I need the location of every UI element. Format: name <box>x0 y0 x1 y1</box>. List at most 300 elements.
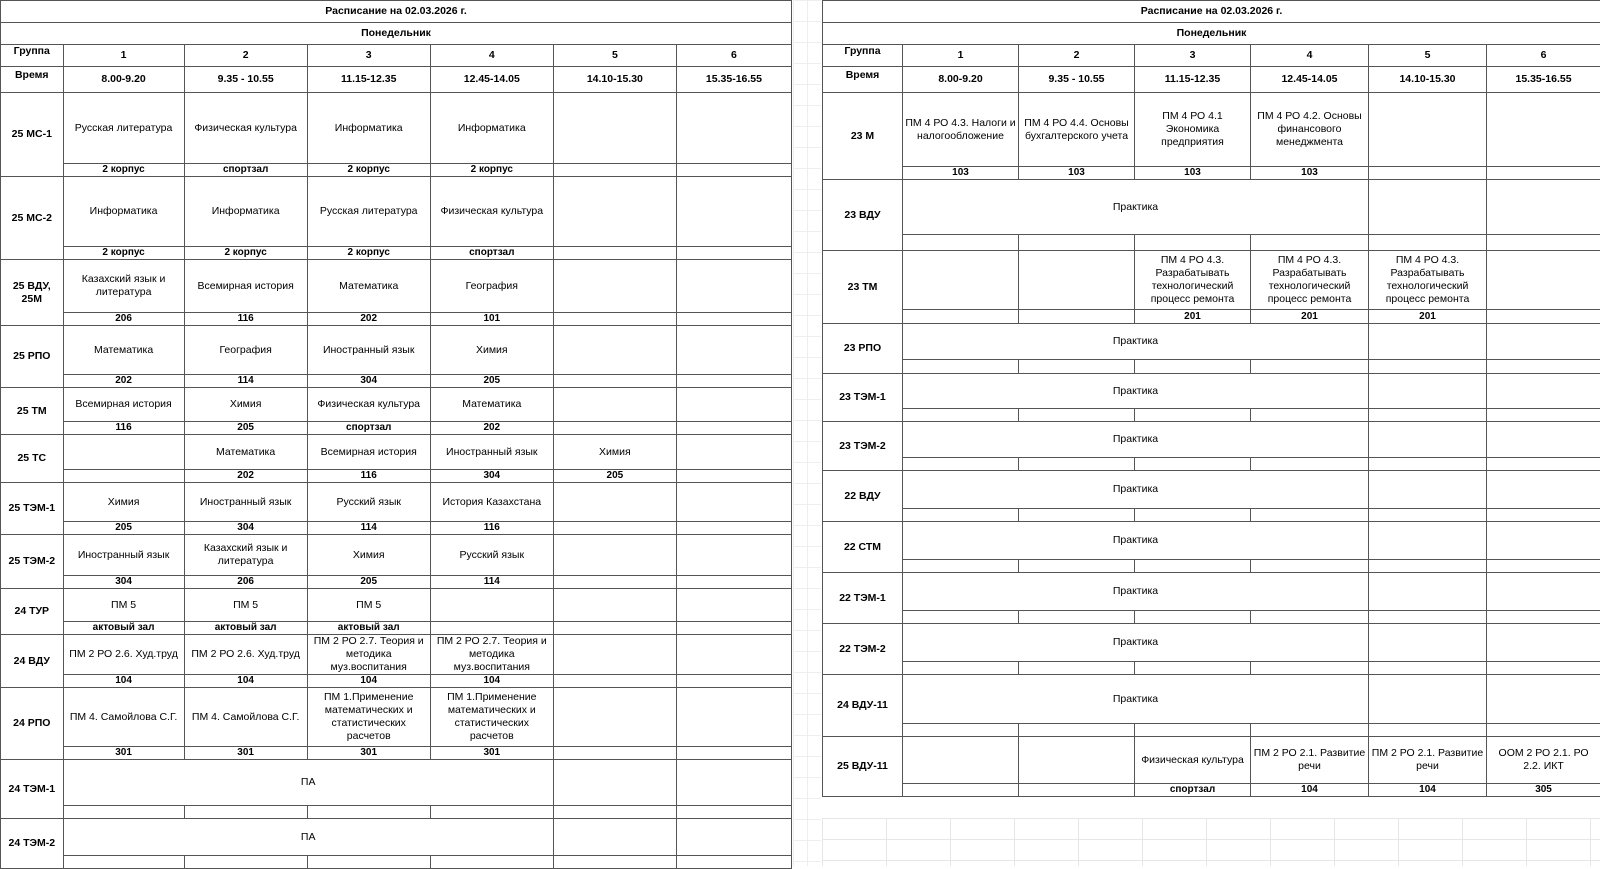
room-cell <box>676 522 791 535</box>
room-cell <box>1487 360 1600 374</box>
lesson-cell: Всемирная история <box>184 260 307 313</box>
lesson-cell: ПМ 2 РО 2.1. Развитие речи <box>1251 737 1369 784</box>
room-cell: 301 <box>63 747 184 760</box>
period-time: 8.00-9.20 <box>63 67 184 93</box>
lesson-cell: ПМ 4 РО 4.4. Основы бухгалтерского учета <box>1019 93 1135 167</box>
lesson-cell: Химия <box>307 535 430 576</box>
room-cell <box>676 422 791 435</box>
group-name: 22 ТЭМ-2 <box>823 624 903 675</box>
lesson-cell <box>676 388 791 422</box>
lesson-cell <box>553 760 676 806</box>
group-name: 24 ВДУ-11 <box>823 675 903 737</box>
period-number: 4 <box>1251 45 1369 67</box>
lesson-cell: Информатика <box>184 177 307 247</box>
group-name: 23 М <box>823 93 903 180</box>
group-name: 22 СТМ <box>823 522 903 573</box>
room-cell: 116 <box>430 522 553 535</box>
lesson-cell: Математика <box>63 326 184 375</box>
room-cell: 304 <box>184 522 307 535</box>
lesson-cell <box>903 737 1019 784</box>
schedule-panel-left <box>0 0 792 869</box>
lesson-cell: Математика <box>307 260 430 313</box>
lesson-cell: Казахский язык и литература <box>63 260 184 313</box>
lesson-cell <box>1487 324 1600 360</box>
room-cell: 2 корпус <box>430 164 553 177</box>
lesson-cell: Иностранный язык <box>430 435 553 470</box>
lesson-cell: География <box>184 326 307 375</box>
schedule-panel-right <box>822 0 1600 797</box>
time-header-label: Время <box>825 69 900 82</box>
lesson-cell: Математика <box>184 435 307 470</box>
schedule-title: Расписание на 02.03.2026 г. <box>1 1 792 23</box>
room-cell <box>1369 560 1487 573</box>
lesson-cell: Казахский язык и литература <box>184 535 307 576</box>
room-cell: 2 корпус <box>63 247 184 260</box>
lesson-cell <box>1369 573 1487 611</box>
lesson-cell <box>1369 93 1487 167</box>
lesson-cell <box>676 435 791 470</box>
lesson-cell: Химия <box>184 388 307 422</box>
room-cell <box>307 806 430 819</box>
period-time: 11.15-12.35 <box>307 67 430 93</box>
group-name: 24 РПО <box>1 688 64 760</box>
room-cell: 103 <box>1251 167 1369 180</box>
lesson-cell: Информатика <box>307 93 430 164</box>
room-cell <box>553 856 676 869</box>
lesson-cell <box>676 326 791 375</box>
period-number: 5 <box>553 45 676 67</box>
lesson-cell <box>1369 471 1487 509</box>
period-time: 14.10-15.30 <box>553 67 676 93</box>
room-cell <box>430 806 553 819</box>
lesson-cell: ПМ 5 <box>184 589 307 622</box>
room-cell: 103 <box>1135 167 1251 180</box>
room-cell: спортзал <box>307 422 430 435</box>
period-time: 8.00-9.20 <box>903 67 1019 93</box>
room-cell <box>903 310 1019 324</box>
group-header-label: Группа <box>3 45 61 58</box>
lesson-cell: ПМ 4. Самойлова С.Г. <box>184 688 307 747</box>
room-cell <box>1369 235 1487 251</box>
room-cell <box>1487 167 1600 180</box>
room-cell: 201 <box>1251 310 1369 324</box>
room-cell <box>1019 458 1135 471</box>
room-cell: 205 <box>553 470 676 483</box>
group-name: 23 ВДУ <box>823 180 903 251</box>
group-name: 25 ТЭМ-1 <box>1 483 64 535</box>
room-cell <box>676 856 791 869</box>
room-cell <box>1135 662 1251 675</box>
room-cell <box>553 375 676 388</box>
room-cell: 116 <box>184 313 307 326</box>
period-number: 6 <box>1487 45 1600 67</box>
period-time: 15.35-16.55 <box>676 67 791 93</box>
merged-activity: Практика <box>903 675 1369 724</box>
group-name: 25 ТС <box>1 435 64 483</box>
room-cell: 202 <box>63 375 184 388</box>
room-cell: 201 <box>1369 310 1487 324</box>
merged-activity: Практика <box>903 180 1369 235</box>
merged-activity: Практика <box>903 324 1369 360</box>
room-cell <box>1019 662 1135 675</box>
lesson-cell <box>676 177 791 247</box>
room-cell <box>553 576 676 589</box>
room-cell: 116 <box>307 470 430 483</box>
lesson-cell <box>1487 624 1600 662</box>
lesson-cell <box>1487 422 1600 458</box>
room-cell <box>1251 560 1369 573</box>
lesson-cell <box>553 535 676 576</box>
lesson-cell <box>553 483 676 522</box>
merged-activity: Практика <box>903 624 1369 662</box>
room-cell <box>63 806 184 819</box>
lesson-cell: Информатика <box>63 177 184 247</box>
room-cell: 202 <box>184 470 307 483</box>
room-cell <box>184 806 307 819</box>
lesson-cell <box>903 251 1019 310</box>
room-cell <box>903 409 1019 422</box>
room-cell <box>1369 611 1487 624</box>
room-cell <box>676 164 791 177</box>
period-number: 1 <box>903 45 1019 67</box>
room-cell <box>1019 784 1135 797</box>
merged-activity: Практика <box>903 422 1369 458</box>
room-cell: 202 <box>307 313 430 326</box>
lesson-cell: Иностранный язык <box>63 535 184 576</box>
lesson-cell <box>430 589 553 622</box>
period-number: 3 <box>307 45 430 67</box>
merged-activity: ПА <box>63 819 553 856</box>
group-name: 22 ТЭМ-1 <box>823 573 903 624</box>
room-cell <box>1251 409 1369 422</box>
lesson-cell <box>1369 422 1487 458</box>
lesson-cell: ПМ 5 <box>307 589 430 622</box>
room-cell <box>1369 360 1487 374</box>
room-cell <box>1019 360 1135 374</box>
room-cell: спортзал <box>1135 784 1251 797</box>
room-cell <box>1019 310 1135 324</box>
lesson-cell: Физическая культура <box>430 177 553 247</box>
group-name: 25 ТМ <box>1 388 64 435</box>
room-cell: 304 <box>430 470 553 483</box>
weekday-label: Понедельник <box>1 23 792 45</box>
group-name: 24 ТЭМ-2 <box>1 819 64 869</box>
lesson-cell: Физическая культура <box>307 388 430 422</box>
room-cell: спортзал <box>184 164 307 177</box>
room-cell <box>903 784 1019 797</box>
lesson-cell: Физическая культура <box>1135 737 1251 784</box>
lesson-cell: Информатика <box>430 93 553 164</box>
room-cell: 301 <box>184 747 307 760</box>
lesson-cell: ПМ 4 РО 4.1 Экономика предприятия <box>1135 93 1251 167</box>
group-name: 24 ТЭМ-1 <box>1 760 64 819</box>
period-time: 15.35-16.55 <box>1487 67 1600 93</box>
lesson-cell: ПМ 4. Самойлова С.Г. <box>63 688 184 747</box>
room-cell <box>1135 509 1251 522</box>
lesson-cell <box>1019 251 1135 310</box>
room-cell <box>1487 662 1600 675</box>
room-cell <box>184 856 307 869</box>
room-cell <box>1251 509 1369 522</box>
period-time: 12.45-14.05 <box>430 67 553 93</box>
group-name: 24 ВДУ <box>1 635 64 688</box>
lesson-cell: ПМ 4 РО 4.3. Разрабатывать технологический процесс ремонта <box>1251 251 1369 310</box>
room-cell: 2 корпус <box>63 164 184 177</box>
room-cell <box>1135 409 1251 422</box>
room-cell: 104 <box>1251 784 1369 797</box>
room-cell <box>1487 310 1600 324</box>
lesson-cell: Всемирная история <box>63 388 184 422</box>
lesson-cell <box>1369 324 1487 360</box>
room-cell: 104 <box>1369 784 1487 797</box>
room-cell <box>1487 458 1600 471</box>
group-header <box>1 45 64 67</box>
room-cell <box>676 622 791 635</box>
sheet-gap <box>793 0 821 866</box>
room-cell <box>553 806 676 819</box>
group-name: 25 РПО <box>1 326 64 388</box>
room-cell <box>903 611 1019 624</box>
merged-activity: Практика <box>903 522 1369 560</box>
room-cell: 206 <box>63 313 184 326</box>
time-header <box>1 67 64 93</box>
lesson-cell <box>1487 471 1600 509</box>
room-cell <box>1369 662 1487 675</box>
room-cell: 202 <box>430 422 553 435</box>
period-time: 9.35 - 10.55 <box>184 67 307 93</box>
lesson-cell <box>1369 675 1487 724</box>
room-cell <box>1135 458 1251 471</box>
lesson-cell: Русский язык <box>307 483 430 522</box>
schedule-title: Расписание на 02.03.2026 г. <box>823 1 1600 23</box>
lesson-cell: География <box>430 260 553 313</box>
room-cell <box>1251 235 1369 251</box>
room-cell: 304 <box>63 576 184 589</box>
room-cell <box>676 675 791 688</box>
room-cell <box>1369 167 1487 180</box>
period-number: 3 <box>1135 45 1251 67</box>
merged-activity: Практика <box>903 471 1369 509</box>
lesson-cell: ПМ 1.Применение математических и статистических расчетов <box>307 688 430 747</box>
room-cell <box>903 509 1019 522</box>
group-name: 23 ТМ <box>823 251 903 324</box>
room-cell: 104 <box>307 675 430 688</box>
room-cell <box>1369 509 1487 522</box>
group-header <box>823 45 903 67</box>
room-cell: 206 <box>184 576 307 589</box>
room-cell <box>430 622 553 635</box>
room-cell <box>553 422 676 435</box>
room-cell <box>1369 724 1487 737</box>
room-cell <box>553 247 676 260</box>
lesson-cell: История Казахстана <box>430 483 553 522</box>
room-cell <box>553 675 676 688</box>
room-cell <box>1135 611 1251 624</box>
lesson-cell: Иностранный язык <box>307 326 430 375</box>
group-name: 25 ТЭМ-2 <box>1 535 64 589</box>
lesson-cell <box>553 260 676 313</box>
room-cell: 116 <box>63 422 184 435</box>
room-cell: 304 <box>307 375 430 388</box>
lesson-cell <box>676 483 791 522</box>
lesson-cell: ПМ 4 РО 4.3. Разрабатывать технологический процесс ремонта <box>1369 251 1487 310</box>
room-cell <box>676 247 791 260</box>
lesson-cell <box>1019 737 1135 784</box>
room-cell <box>1369 458 1487 471</box>
room-cell <box>1019 509 1135 522</box>
lesson-cell <box>1487 675 1600 724</box>
room-cell <box>1251 662 1369 675</box>
merged-activity: Практика <box>903 573 1369 611</box>
room-cell: 205 <box>184 422 307 435</box>
room-cell <box>1251 360 1369 374</box>
lesson-cell <box>1369 374 1487 409</box>
room-cell: 104 <box>430 675 553 688</box>
time-header-label: Время <box>3 69 61 82</box>
lesson-cell: ПМ 1.Применение математических и статистических расчетов <box>430 688 553 747</box>
room-cell: 301 <box>307 747 430 760</box>
lesson-cell <box>553 388 676 422</box>
room-cell <box>1369 409 1487 422</box>
room-cell: 104 <box>63 675 184 688</box>
lesson-cell <box>676 93 791 164</box>
lesson-cell: Химия <box>430 326 553 375</box>
lesson-cell: ПМ 2 РО 2.6. Худ.труд <box>184 635 307 675</box>
room-cell <box>1487 724 1600 737</box>
period-number: 4 <box>430 45 553 67</box>
room-cell <box>1487 560 1600 573</box>
lesson-cell <box>553 93 676 164</box>
room-cell <box>676 470 791 483</box>
room-cell <box>1135 560 1251 573</box>
room-cell: 205 <box>430 375 553 388</box>
lesson-cell <box>553 688 676 747</box>
lesson-cell <box>676 760 791 806</box>
lesson-cell <box>553 635 676 675</box>
lesson-cell: ПМ 2 РО 2.1. Развитие речи <box>1369 737 1487 784</box>
lesson-cell: Русский язык <box>430 535 553 576</box>
lesson-cell <box>1487 573 1600 611</box>
lesson-cell: Физическая культура <box>184 93 307 164</box>
room-cell: спортзал <box>430 247 553 260</box>
lesson-cell <box>553 589 676 622</box>
room-cell: 2 корпус <box>184 247 307 260</box>
group-name: 25 МС-2 <box>1 177 64 260</box>
period-number: 2 <box>184 45 307 67</box>
room-cell: 114 <box>430 576 553 589</box>
room-cell <box>676 806 791 819</box>
schedule-table <box>822 0 1600 797</box>
lesson-cell: Русская литература <box>63 93 184 164</box>
group-name: 23 РПО <box>823 324 903 374</box>
lesson-cell <box>676 688 791 747</box>
room-cell <box>1487 235 1600 251</box>
room-cell <box>903 662 1019 675</box>
room-cell <box>903 360 1019 374</box>
room-cell <box>553 622 676 635</box>
lesson-cell <box>553 326 676 375</box>
room-cell: актовый зал <box>307 622 430 635</box>
lesson-cell <box>676 589 791 622</box>
room-cell <box>430 856 553 869</box>
room-cell: 101 <box>430 313 553 326</box>
lesson-cell: ПМ 2 РО 2.7. Теория и методика муз.воспитания <box>307 635 430 675</box>
lesson-cell: ПМ 4 РО 4.2. Основы финансового менеджмента <box>1251 93 1369 167</box>
room-cell: 103 <box>903 167 1019 180</box>
group-name: 25 ВДУ, 25М <box>1 260 64 326</box>
room-cell: 205 <box>307 576 430 589</box>
lesson-cell <box>676 819 791 856</box>
group-name: 25 ВДУ-11 <box>823 737 903 797</box>
group-name: 23 ТЭМ-1 <box>823 374 903 422</box>
group-name: 22 ВДУ <box>823 471 903 522</box>
room-cell: 2 корпус <box>307 164 430 177</box>
room-cell <box>903 235 1019 251</box>
room-cell <box>676 747 791 760</box>
room-cell <box>1019 235 1135 251</box>
room-cell <box>307 856 430 869</box>
lesson-cell <box>676 635 791 675</box>
room-cell <box>1487 409 1600 422</box>
room-cell <box>553 164 676 177</box>
room-cell: актовый зал <box>184 622 307 635</box>
lesson-cell: Математика <box>430 388 553 422</box>
lesson-cell: ПМ 2 РО 2.6. Худ.труд <box>63 635 184 675</box>
lesson-cell <box>1487 251 1600 310</box>
room-cell: 103 <box>1019 167 1135 180</box>
room-cell <box>1251 458 1369 471</box>
room-cell <box>553 522 676 535</box>
room-cell <box>63 856 184 869</box>
lesson-cell: ООМ 2 РО 2.1. РО 2.2. ИКТ <box>1487 737 1600 784</box>
group-header-label: Группа <box>825 45 900 58</box>
lesson-cell: Русская литература <box>307 177 430 247</box>
room-cell <box>1487 611 1600 624</box>
period-number: 6 <box>676 45 791 67</box>
lesson-cell: Химия <box>63 483 184 522</box>
room-cell: 114 <box>307 522 430 535</box>
lesson-cell: Химия <box>553 435 676 470</box>
room-cell <box>1019 724 1135 737</box>
room-cell <box>903 458 1019 471</box>
room-cell <box>676 313 791 326</box>
room-cell <box>553 747 676 760</box>
period-number: 1 <box>63 45 184 67</box>
room-cell <box>1019 409 1135 422</box>
lesson-cell: Всемирная история <box>307 435 430 470</box>
lesson-cell <box>1487 180 1600 235</box>
room-cell: 2 корпус <box>307 247 430 260</box>
room-cell <box>553 313 676 326</box>
weekday-label: Понедельник <box>823 23 1600 45</box>
room-cell <box>1135 724 1251 737</box>
room-cell: 104 <box>184 675 307 688</box>
group-name: 25 МС-1 <box>1 93 64 177</box>
merged-activity: Практика <box>903 374 1369 409</box>
group-name: 24 ТУР <box>1 589 64 635</box>
room-cell <box>676 576 791 589</box>
lesson-cell: ПМ 2 РО 2.7. Теория и методика муз.воспитания <box>430 635 553 675</box>
period-time: 14.10-15.30 <box>1369 67 1487 93</box>
lesson-cell <box>63 435 184 470</box>
schedule-table <box>0 0 792 869</box>
room-cell <box>1251 611 1369 624</box>
lesson-cell <box>1487 522 1600 560</box>
lesson-cell <box>1369 522 1487 560</box>
room-cell <box>903 724 1019 737</box>
room-cell: 114 <box>184 375 307 388</box>
group-name: 23 ТЭМ-2 <box>823 422 903 471</box>
